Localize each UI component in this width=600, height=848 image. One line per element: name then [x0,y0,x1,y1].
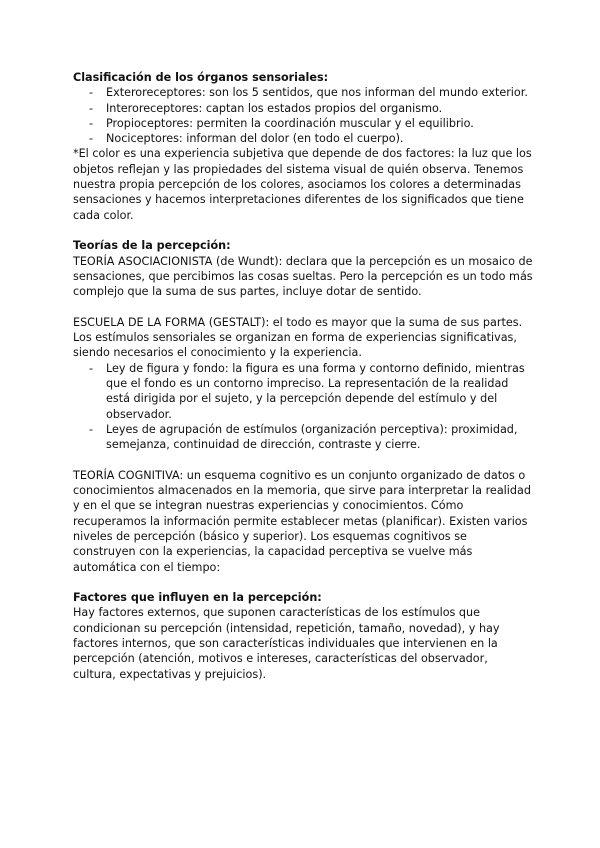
list-item: - Leyes de agrupación de estímulos (organización perceptiva): proximidad, semejanza, continuidad de dirección, contraste y cierre. [73,422,533,453]
list-item: - Nociceptores: informan del dolor (en todo el cuerpo). [73,131,533,146]
list-item: - Propioceptores: permiten la coordinación muscular y el equilibrio. [73,116,533,131]
gestalt-laws-list [73,361,533,453]
heading-perception-theories: Teorías de la percepción: [73,239,231,253]
heading-perception-factors: Factores que influyen en la percepción: [73,591,322,605]
color-note-paragraph: *El color es una experiencia subjetiva que depende de dos factores: la luz que los objetos reflejan y las propiedades del sistema visual de quién observa. Tenemos nuestra propia percepción de los colores, asociamos los colores a determinadas sensaciones y hacemos interpretaciones diferentes de los significados que tiene cada color. [73,147,532,222]
sensory-organs-list [73,85,533,146]
list-item: - Exteroreceptores: son los 5 sentidos, que nos informan del mundo exterior. [73,85,533,100]
associationist-theory-paragraph: TEORÍA ASOCIACIONISTA (de Wundt): declara que la percepción es un mosaico de sensaciones, que percibimos las cosas sueltas. Pero la percepción es un todo más complejo que la suma de sus partes, incluye dotar de sentido. [73,254,533,299]
gestalt-paragraph: ESCUELA DE LA FORMA (GESTALT): el todo es mayor que la suma de sus partes. Los estímulos sensoriales se organizan en forma de experiencias significativas, siendo necesarios el conocimiento y la experiencia. [73,315,523,360]
document-page [73,70,533,682]
perception-factors-paragraph: Hay factores externos, que suponen características de los estímulos que condicionan su percepción (intensidad, repetición, tamaño, novedad), y hay factores internos, que son características individuales que intervienen en la percepción (atención, motivos e intereses, características del observador, cultura, expectativas y prejuicios). [73,606,500,681]
cognitive-theory-paragraph: TEORÍA COGNITIVA: un esquema cognitivo es un conjunto organizado de datos o conocimientos almacenados en la memoria, que sirve para interpretar la realidad y en el que se integran nuestras experiencias y conocimientos. Cómo recuperamos la información permite establecer metas (planificar). Existen varios niveles de percepción (básico y superior). Los esquemas cognitivos se construyen con la experiencias, la capacidad perceptiva se vuelve más automática con el tiempo: [73,468,531,574]
heading-sensory-organs: Clasificación de los órganos sensoriales: [73,71,329,84]
list-item: - Ley de figura y fondo: la figura es una forma y contorno definido, mientras que el fondo es un contorno impreciso. La representación de la realidad está dirigida por el sujeto, y la percepción depende del estímulo y del observador. [73,361,533,422]
list-item: - Interoreceptores: captan los estados propios del organismo. [73,101,533,116]
